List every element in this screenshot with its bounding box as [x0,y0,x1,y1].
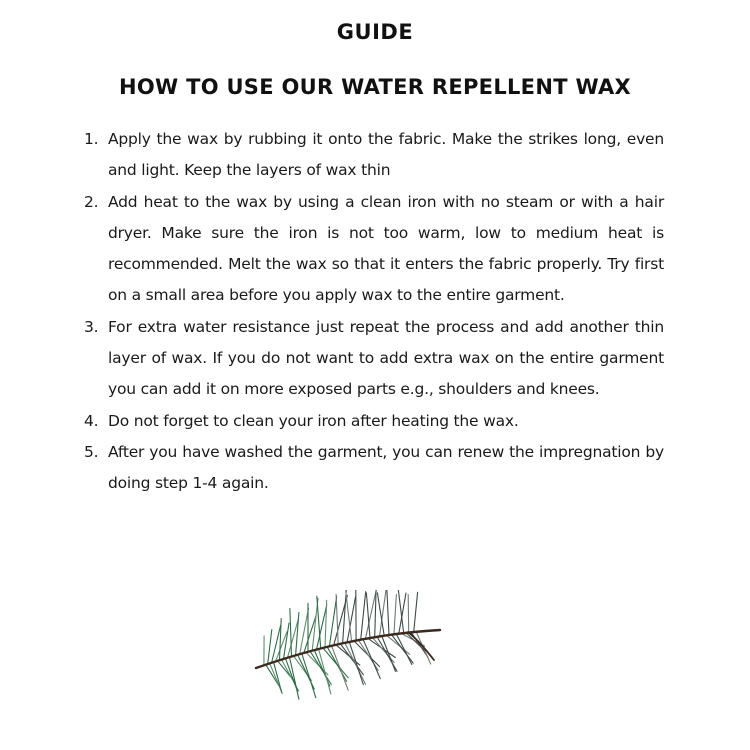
step-text: For extra water resistance just repeat the process and add another thin layer of wax. If you do not want to add extra wax on the entire garment you can add it on more exposed parts e.g., shoulders and knees. [108,317,664,399]
step-text: Add heat to the wax by using a clean iron with no steam or with a hair dryer. Make sure the iron is not too warm, low to medium heat is recommended. Melt the wax so that it enters the fabric properly. Try first on a small area before you apply wax to the entire garment. [108,192,664,305]
step-text: Apply the wax by rubbing it onto the fabric. Make the strikes long, even and light. Keep the layers of wax thin [108,130,664,180]
guide-label: GUIDE [336,20,414,44]
instruction-step-2 [84,187,664,312]
step-text: After you have washed the garment, you can renew the impregnation by doing step 1-4 again. [108,442,664,493]
step-number: 1. [84,130,99,148]
instruction-step-4 [84,406,664,437]
step-text: Do not forget to clean your iron after heating the wax. [108,411,519,430]
step-number: 5. [84,442,99,461]
page-title: HOW TO USE OUR WATER REPELLENT WAX [118,75,632,99]
instruction-step-1 [84,124,664,187]
instruction-list [84,124,664,500]
step-number: 2. [84,192,99,211]
step-number: 3. [84,317,99,336]
instruction-step-3 [84,312,664,406]
step-number: 4. [84,411,99,430]
instruction-step-5 [84,437,664,500]
pine-branch-icon [248,590,448,700]
